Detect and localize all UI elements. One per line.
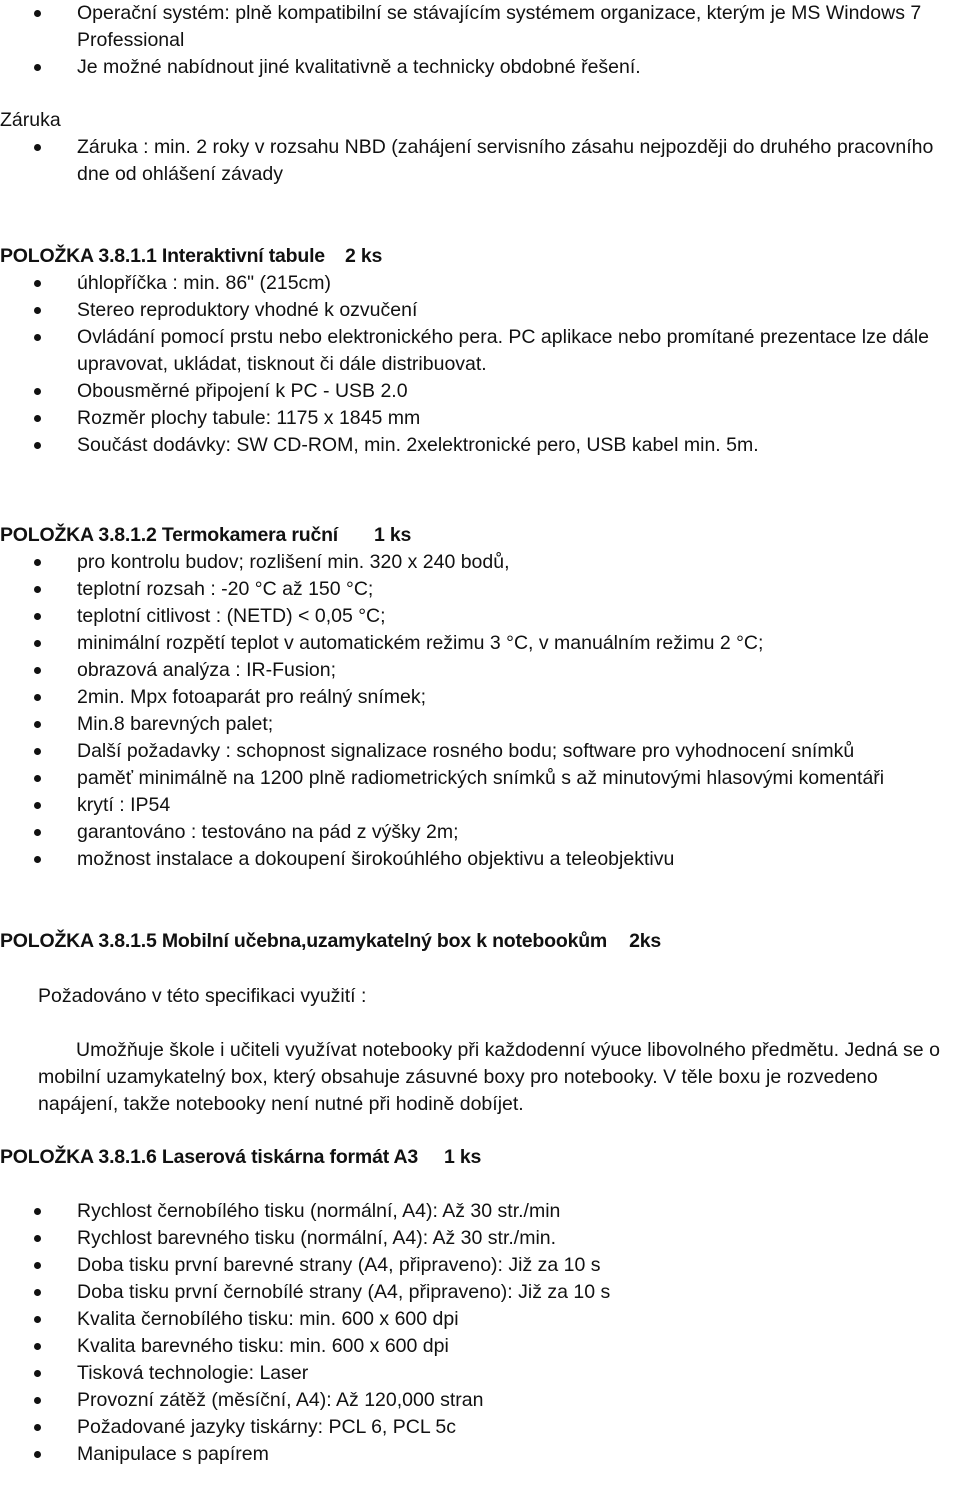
list-item (0, 270, 958, 297)
list-item (0, 1252, 958, 1279)
list-item-text: Rychlost černobílého tisku (normální, A4): Až 30 str./min (77, 1200, 561, 1222)
bullet-icon (34, 64, 41, 71)
list-item (0, 630, 958, 657)
item-quantity: 1 ks (374, 524, 412, 546)
bullet-icon (34, 334, 41, 341)
bullet-icon (34, 1208, 41, 1215)
bullet-icon (34, 829, 41, 836)
list-item (0, 576, 958, 603)
bullet-icon (34, 559, 41, 566)
list-item-text: Další požadavky : schopnost signalizace rosného bodu; software pro vyhodnocení snímků (77, 740, 855, 762)
item-quantity: 2 ks (344, 245, 383, 267)
list-item-text: Obousměrné připojení k PC - USB 2.0 (77, 380, 408, 402)
item-title: POLOŽKA 3.8.1.2 Termokamera ruční (0, 524, 339, 546)
bullet-icon (34, 415, 41, 422)
list-item-text: Provozní zátěž (měsíční, A4): Až 120,000 stran (77, 1389, 484, 1411)
list-item-text: Tisková technologie: Laser (77, 1362, 309, 1384)
list-item-text: Ovládání pomocí prstu nebo elektronického pera. PC aplikace nebo promítané prezentace lze dále upravovat, ukládat, tisknout či dále distribuovat. (77, 326, 930, 375)
list-item (0, 297, 958, 324)
list-item (0, 711, 958, 738)
list-item (0, 1279, 958, 1306)
list-item-text: Min.8 barevných palet; (77, 713, 274, 735)
item-title: POLOŽKA 3.8.1.6 Laserová tiskárna formát A3 (0, 1146, 419, 1168)
list-item-text: Kvalita černobílého tisku: min. 600 x 600 dpi (77, 1308, 459, 1330)
bullet-icon (34, 586, 41, 593)
list-item (0, 792, 958, 819)
bullet-icon (34, 667, 41, 674)
list-item-text: Doba tisku první barevné strany (A4, připraveno): Již za 10 s (77, 1254, 601, 1276)
list-item-text: minimální rozpětí teplot v automatickém režimu 3 °C, v manuálním režimu 2 °C; (77, 632, 764, 654)
list-item (0, 1306, 958, 1333)
bullet-icon (34, 640, 41, 647)
list-item-text: obrazová analýza : IR-Fusion; (77, 659, 337, 681)
list-item (0, 432, 958, 459)
specification-label: Požadováno v této specifikaci využití : (38, 985, 367, 1007)
list-item (0, 324, 958, 378)
bullet-icon (34, 442, 41, 449)
description-text: Umožňuje škole i učiteli využívat notebooky při každodenní výuce libovolného předmětu. Jedná se o mobilní uzamykatelný box, který obsahuje zásuvné boxy pro notebooky. V těle boxu je rozvedeno napájení, takže notebooky není nutné při hodině dobíjet. (38, 1039, 940, 1115)
bullet-icon (34, 856, 41, 863)
list-item (0, 549, 958, 576)
list-item (0, 1360, 958, 1387)
list-item (0, 603, 958, 630)
bullet-icon (34, 1235, 41, 1242)
list-item-text: možnost instalace a dokoupení širokoúhlého objektivu a teleobjektivu (77, 848, 675, 870)
list-item (0, 738, 958, 765)
list-item-text: teplotní rozsah : -20 °C až 150 °C; (77, 578, 374, 600)
bullet-icon (34, 10, 41, 17)
list-item-text: teplotní citlivost : (NETD) < 0,05 °C; (77, 605, 386, 627)
list-item-text: Operační systém: plně kompatibilní se stávajícím systémem organizace, kterým je MS Windows 7 Professional (77, 2, 922, 51)
list-item-text: Kvalita barevného tisku: min. 600 x 600 dpi (77, 1335, 449, 1357)
list-item-text: úhlopříčka : min. 86" (215cm) (77, 272, 332, 294)
list-item-text: Manipulace s papírem (77, 1443, 269, 1465)
list-item (0, 765, 958, 792)
bullet-icon (34, 1343, 41, 1350)
laser-printer-spec-list (0, 1198, 958, 1468)
list-item (0, 1387, 958, 1414)
item-quantity: 2ks (629, 930, 661, 952)
list-item-text: Záruka : min. 2 roky v rozsahu NBD (zahájení servisního zásahu nejpozději do druhého pracovního dne od ohlášení závady (77, 136, 934, 185)
bullet-icon (34, 1316, 41, 1323)
os-requirements-list (0, 0, 958, 81)
list-item-text: Je možné nabídnout jiné kvalitativně a technicky obdobné řešení. (77, 56, 641, 78)
item-title: POLOŽKA 3.8.1.5 Mobilní učebna,uzamykatelný box k notebookům (0, 930, 608, 952)
bullet-icon (34, 721, 41, 728)
warranty-heading: Záruka (0, 109, 61, 131)
item-heading-interactive-board (0, 243, 382, 270)
bullet-icon (34, 694, 41, 701)
bullet-icon (34, 1370, 41, 1377)
list-item (0, 0, 958, 54)
list-item-text: Stereo reproduktory vhodné k ozvučení (77, 299, 418, 321)
list-item-text: krytí : IP54 (77, 794, 171, 816)
bullet-icon (34, 1424, 41, 1431)
item-heading-mobile-classroom (0, 928, 661, 955)
interactive-board-spec-list (0, 270, 958, 459)
item-quantity: 1 ks (444, 1146, 482, 1168)
bullet-icon (34, 388, 41, 395)
list-item (0, 657, 958, 684)
list-item (0, 684, 958, 711)
list-item (0, 1198, 958, 1225)
item-title: POLOŽKA 3.8.1.1 Interaktivní tabule (0, 245, 325, 267)
item-heading-thermal-camera (0, 522, 411, 549)
list-item (0, 405, 958, 432)
bullet-icon (34, 802, 41, 809)
list-item-text: garantováno : testováno na pád z výšky 2m; (77, 821, 459, 843)
bullet-icon (34, 1289, 41, 1296)
list-item (0, 1441, 958, 1468)
list-item (0, 1333, 958, 1360)
bullet-icon (34, 280, 41, 287)
list-item (0, 846, 958, 873)
warranty-list (0, 134, 958, 188)
list-item-text: Rozměr plochy tabule: 1175 x 1845 mm (77, 407, 421, 429)
bullet-icon (34, 1397, 41, 1404)
list-item (0, 1225, 958, 1252)
list-item-text: Součást dodávky: SW CD-ROM, min. 2xelektronické pero, USB kabel min. 5m. (77, 434, 759, 456)
bullet-icon (34, 775, 41, 782)
list-item-text: 2min. Mpx fotoaparát pro reálný snímek; (77, 686, 426, 708)
thermal-camera-spec-list (0, 549, 958, 873)
list-item (0, 378, 958, 405)
list-item (0, 1414, 958, 1441)
bullet-icon (34, 613, 41, 620)
list-item (0, 819, 958, 846)
list-item-text: Rychlost barevného tisku (normální, A4): Až 30 str./min. (77, 1227, 557, 1249)
list-item-text: paměť minimálně na 1200 plně radiometrických snímků s až minutovými hlasovými komentáři (77, 767, 885, 789)
list-item (0, 134, 958, 188)
bullet-icon (34, 1262, 41, 1269)
list-item-text: pro kontrolu budov; rozlišení min. 320 x 240 bodů, (77, 551, 510, 573)
item-heading-laser-printer (0, 1144, 481, 1171)
bullet-icon (34, 748, 41, 755)
list-item-text: Doba tisku první černobílé strany (A4, připraveno): Již za 10 s (77, 1281, 611, 1303)
mobile-classroom-description (38, 1037, 942, 1118)
bullet-icon (34, 1451, 41, 1458)
bullet-icon (34, 144, 41, 151)
list-item (0, 54, 958, 81)
bullet-icon (34, 307, 41, 314)
list-item-text: Požadované jazyky tiskárny: PCL 6, PCL 5c (77, 1416, 456, 1438)
